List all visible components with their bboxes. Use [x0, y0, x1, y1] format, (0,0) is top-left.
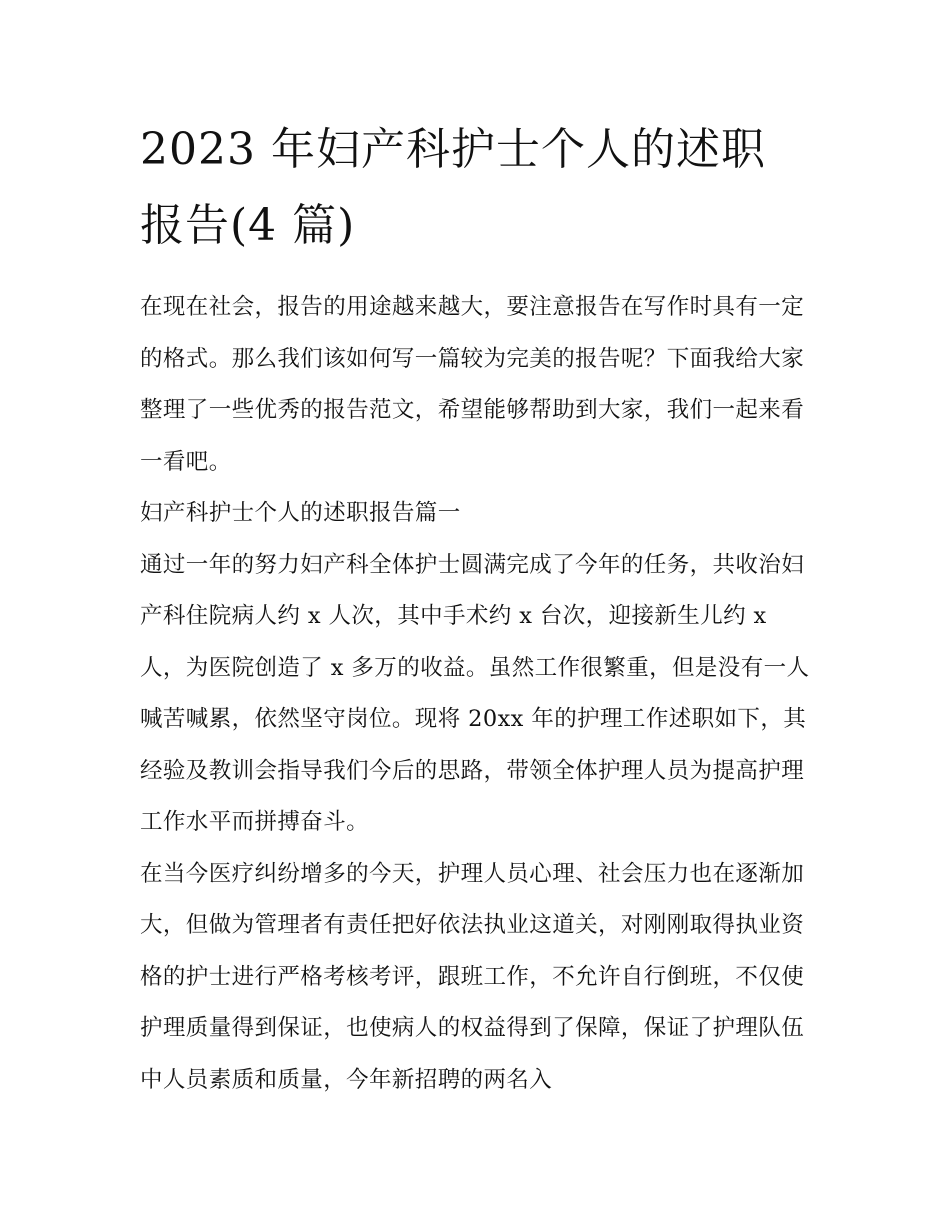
title-line-2: 报告(4 篇): [140, 200, 356, 251]
document-page: [140, 112, 812, 1106]
body-paragraph: 在当今医疗纠纷增多的今天，护理人员心理、社会压力也在逐渐加大，但做为管理者有责任把好依法执业这道关，对刚刚取得执业资格的护士进行严格考核考评，跟班工作，不允许自行倒班，不仅使护理质量得到保证，也使病人的权益得到了保障，保证了护理队伍中人员素质和质量，今年新招聘的两名入: [140, 860, 805, 1093]
title-line-1: 2023 年妇产科护士个人的述职: [140, 124, 766, 175]
body-paragraph: 通过一年的努力妇产科全体护士圆满完成了今年的任务，共收治妇产科住院病人约 x 人次，其中手术约 x 台次，迎接新生儿约 x 人，为医院创造了 x 多万的收益。虽然工作很繁重，但是没有一人喊苦喊累，依然坚守岗位。现将 20xx 年的护理工作述职如下，其经验及教训会指导我们今后的思路，带领全体护理人员为提高护理工作水平而拼搏奋斗。: [140, 551, 810, 835]
intro-paragraph: 在现在社会，报告的用途越来越大，要注意报告在写作时具有一定的格式。那么我们该如何写一篇较为完美的报告呢？下面我给大家整理了一些优秀的报告范文，希望能够帮助到大家，我们一起来看一看吧。: [140, 294, 805, 475]
document-body: [140, 282, 812, 1106]
section-heading: 妇产科护士个人的述职报告篇一: [140, 500, 461, 526]
document-title: [140, 112, 812, 264]
